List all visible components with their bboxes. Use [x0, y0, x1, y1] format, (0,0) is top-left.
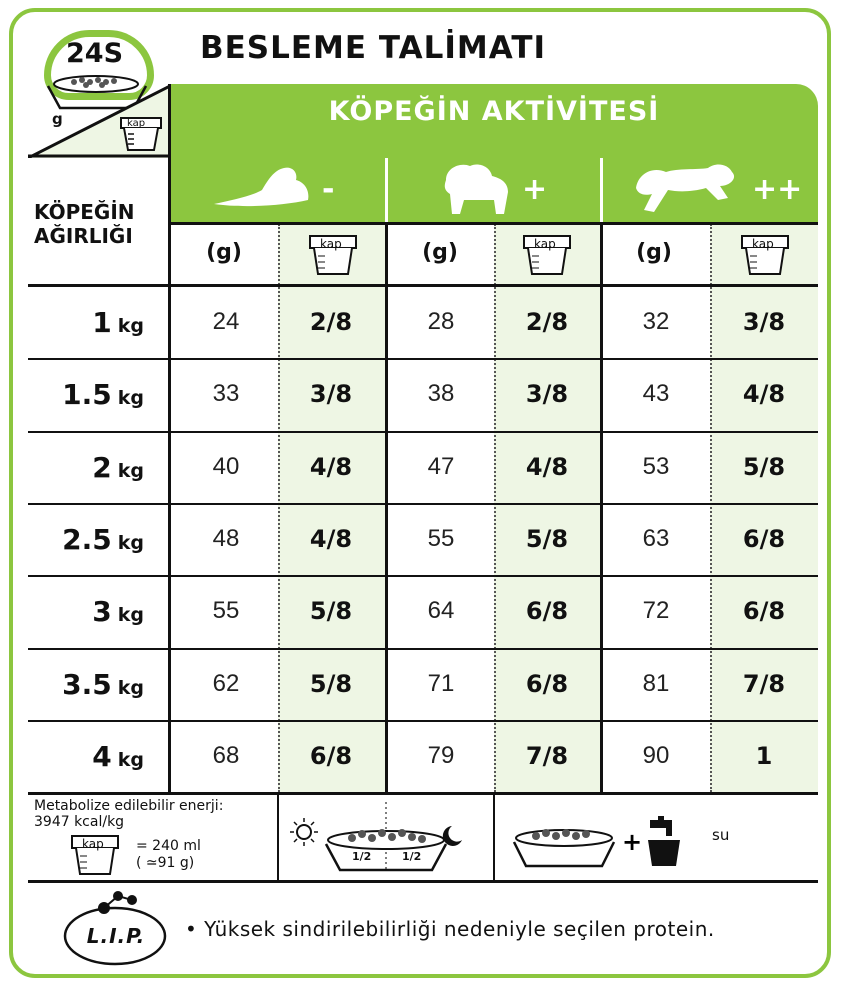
grams-cell: 38: [427, 380, 455, 408]
cups-cell: 6/8: [525, 669, 569, 698]
weight-cell: [34, 595, 144, 628]
page-title: BESLEME TALİMATI: [200, 30, 547, 66]
grams-cell: 48: [212, 524, 240, 552]
cups-cell: 7/8: [525, 741, 569, 770]
energy-line2: 3947 kcal/kg: [34, 814, 125, 830]
sun-icon: [290, 818, 318, 846]
grams-cell: 64: [427, 597, 455, 625]
cup-icon: [740, 234, 790, 280]
weight-value: 1: [92, 306, 112, 339]
cups-cell: 2/8: [309, 308, 353, 336]
cups-cell: 4/8: [525, 452, 569, 481]
grid-line: [277, 794, 279, 882]
cups-cell: 5/8: [309, 597, 353, 626]
cups-cell: 4/8: [742, 380, 786, 409]
weight-value: 3.5: [62, 667, 112, 701]
weight-cell: [34, 306, 144, 339]
weight-cell: [34, 378, 144, 411]
corner-cup-icon: [118, 116, 164, 156]
col-header-grams: (g): [636, 240, 672, 265]
weight-value: 2.5: [62, 522, 112, 556]
grid-line: [28, 575, 818, 577]
weight-unit: kg: [117, 459, 144, 482]
badge-code: 24S: [66, 38, 124, 69]
cup-icon-label: kap: [320, 237, 342, 251]
grid-line: [28, 284, 818, 287]
activity-separator: [385, 158, 388, 222]
energy-info: [34, 798, 223, 830]
weight-value: 2: [92, 450, 112, 484]
dog-resting-icon: [212, 160, 322, 210]
weight-cell: [34, 523, 144, 556]
grid-line: [28, 792, 818, 795]
grams-unit-label: g: [52, 110, 63, 128]
moon-icon: [443, 826, 462, 846]
food-plus-water-icon: [508, 814, 708, 878]
cups-cell: 5/8: [309, 669, 353, 698]
svg-text:+: +: [622, 828, 643, 856]
weight-cell: [34, 451, 144, 484]
footer-cup-icon: [70, 834, 120, 880]
activity-medium-sign: +: [522, 172, 548, 207]
cups-cell: 4/8: [309, 524, 353, 553]
weight-value: 1.5: [62, 378, 112, 412]
grams-cell: 72: [642, 597, 670, 625]
col-header-grams: (g): [206, 240, 242, 265]
cup-equivalence: [136, 838, 201, 872]
half-right: 1/2: [402, 850, 422, 863]
cups-cell: 6/8: [742, 524, 786, 553]
grid-line: [385, 222, 388, 792]
grams-cell: 68: [212, 741, 240, 769]
grams-cell: 90: [642, 741, 670, 769]
activity-high-sign: ++: [752, 172, 803, 207]
cups-cell: 6/8: [742, 597, 786, 626]
grams-cell: 33: [212, 380, 240, 408]
weight-unit: kg: [117, 315, 144, 337]
cups-cell: 6/8: [309, 741, 353, 770]
weight-cell: [34, 740, 144, 773]
weight-unit: kg: [117, 676, 144, 699]
weight-header-line2: AĞIRLIĞI: [34, 224, 133, 248]
cups-cell: 3/8: [525, 380, 569, 409]
grid-line: [600, 222, 603, 792]
weight-cell: [34, 668, 144, 701]
half-left: 1/2: [352, 850, 372, 863]
weight-unit: kg: [117, 387, 144, 410]
grams-cell: 71: [427, 669, 455, 697]
activity-title: KÖPEĞİN AKTİVİTESİ: [328, 96, 660, 127]
weight-header: [34, 200, 135, 248]
grid-line: [28, 720, 818, 722]
cup-grams: ( ≃91 g): [136, 855, 195, 871]
cup-icon: [522, 234, 572, 280]
cups-cell: 4/8: [309, 452, 353, 481]
cups-cell: 6/8: [525, 597, 569, 626]
cups-cell: 3/8: [742, 308, 786, 336]
grid-line: [168, 84, 171, 792]
weight-header-line1: KÖPEĞİN: [34, 200, 135, 224]
grams-cell: 43: [642, 380, 670, 408]
dog-standing-icon: [438, 160, 518, 216]
grams-cell: 55: [212, 597, 240, 625]
weight-unit: kg: [117, 748, 144, 771]
grams-cell: 40: [212, 452, 240, 480]
grid-line: [28, 648, 818, 650]
grams-cell: 55: [427, 524, 455, 552]
cup-ml: = 240 ml: [136, 838, 201, 854]
cup-icon: [308, 234, 358, 280]
cups-cell: 5/8: [742, 452, 786, 481]
grams-cell: 62: [212, 669, 240, 697]
cups-cell: 3/8: [309, 380, 353, 409]
grams-cell: 24: [212, 308, 240, 335]
grams-cell: 47: [427, 452, 455, 480]
cup-icon-label: kap: [752, 237, 774, 251]
grams-cell: 81: [642, 669, 670, 697]
weight-value: 4: [92, 739, 112, 773]
cups-cell: 1: [755, 741, 773, 770]
grid-line: [493, 794, 495, 882]
grid-line: [28, 431, 818, 433]
cup-icon-label: kap: [534, 237, 556, 251]
weight-unit: kg: [117, 531, 144, 554]
weight-unit: kg: [117, 604, 144, 627]
activity-low-sign: -: [322, 172, 335, 207]
corner-cup-label: kap: [127, 118, 146, 129]
grams-cell: 32: [642, 308, 670, 335]
grams-cell: 63: [642, 524, 670, 552]
energy-line1: Metabolize edilebilir enerji:: [34, 798, 224, 814]
lip-logo-text: L.I.P.: [86, 924, 146, 948]
grid-line: [28, 880, 818, 883]
dog-running-icon: [632, 158, 742, 218]
grid-line: [28, 503, 818, 505]
cups-cell: 7/8: [742, 669, 786, 698]
grid-dotted-line: [710, 224, 712, 792]
activity-separator: [600, 158, 603, 222]
cups-cell: 2/8: [525, 308, 569, 336]
grams-cell: 79: [427, 741, 455, 769]
weight-value: 3: [92, 595, 112, 629]
lip-description: • Yüksek sindirilebilirliği nedeniyle seçilen protein.: [185, 917, 715, 941]
twice-daily-icon: [282, 800, 492, 878]
grid-line: [28, 358, 818, 360]
grams-cell: 28: [427, 308, 455, 335]
cups-cell: 5/8: [525, 524, 569, 553]
grid-line: [170, 222, 818, 225]
water-label: su: [712, 826, 730, 844]
grid-dotted-line: [278, 224, 280, 792]
col-header-grams: (g): [422, 240, 458, 265]
grid-dotted-line: [494, 224, 496, 792]
grams-cell: 53: [642, 452, 670, 480]
footer-cup-label: kap: [82, 837, 104, 851]
